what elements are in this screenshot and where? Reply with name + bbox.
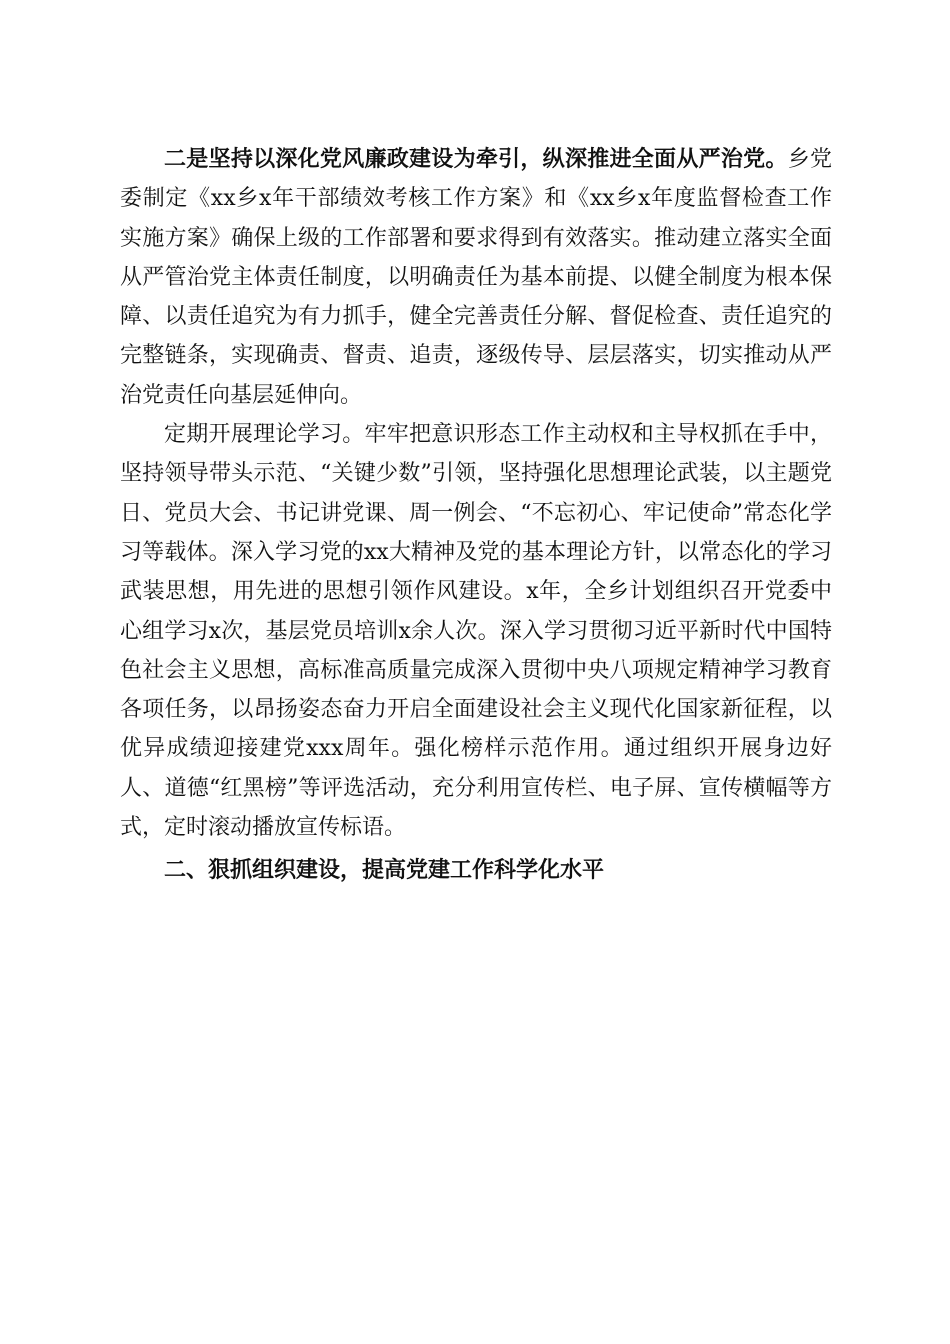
paragraph-body-text: 乡党委制定《xx乡x年干部绩效考核工作方案》和《xx乡x年度监督检查工作实施方案》确保上级的工作部署和要求得到有效落实。推动建立落实全面从严管治党主体责任制度，以明确责任为基本前提、以健全制度为根本保障、以责任追究为有力抓手，健全完善责任分解、督促检查、责任追究的完整链条，实现确责、督责、追责，逐级传导、层层落实，切实推动从严治党责任向基层延伸向。 xyxy=(120,147,832,408)
paragraph-theory-study xyxy=(120,415,832,847)
paragraph-lead-sentence: 二是坚持以深化党风廉政建设为牵引，纵深推进全面从严治党。 xyxy=(164,147,788,172)
paragraph-party-conduct xyxy=(120,140,832,415)
section-heading: 二、狠抓组织建设，提高党建工作科学化水平 xyxy=(164,858,605,884)
paragraph-body-text: 定期开展理论学习。牢牢把意识形态工作主动权和主导权抓在手中，坚持领导带头示范、“关键少数”引领，坚持强化思想理论武装，以主题党日、党员大会、书记讲党课、周一例会、“不忘初心、牢记使命”常态化学习等载体。深入学习党的xx大精神及党的基本理论方针，以常态化的学习武装思想，用先进的思想引领作风建设。x年，全乡计划组织召开党委中心组学习x次，基层党员培训x余人次。深入学习贯彻习近平新时代中国特色社会主义思想，高标准高质量完成深入贯彻中央八项规定精神学习教育各项任务，以昂扬姿态奋力开启全面建设社会主义现代化国家新征程，以优异成绩迎接建党xxx周年。强化榜样示范作用。通过组织开展身边好人、道德“红黑榜”等评选活动，充分利用宣传栏、电子屏、宣传横幅等方式，定时滚动播放宣传标语。 xyxy=(120,422,832,841)
document-body xyxy=(120,140,832,891)
